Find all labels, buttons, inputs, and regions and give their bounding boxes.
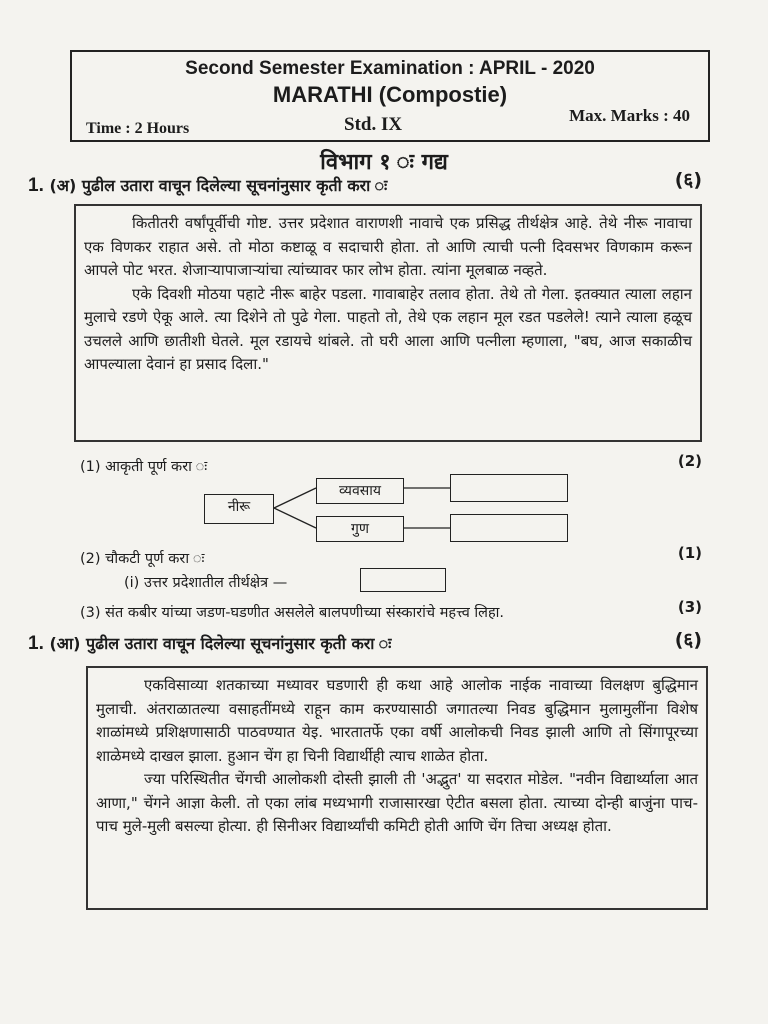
passage-paragraph: एकविसाव्या शतकाच्या मध्यावर घडणारी ही कथा आहे आलोक नाईक नावाच्या विलक्षण बुद्धिमान मुलाची. अंतराळातल्या वसाहतींमध्ये राहून काम करण्यासाठी जगातल्या निवड बुद्धिमान मुलामुलींना विशेष शाळांमध्ये प्रशिक्षणासाठी पाठवण्यात येइ. भारतातर्फे एका वर्षी आलोकची निवड झाली आणि तो सिंगापूरच्या शाळेमध्ये दाखल झाला. हुआन चेंग हा चिनी विद्यार्थीही त्याच शाळेत होता. [96,676,698,765]
question-1a-heading [28,174,387,197]
subject-title: MARATHI (Compostie) [272,82,508,107]
sub-question-1: (1) आकृती पूर्ण करा ः [80,459,208,475]
section-title: विभाग १ ः गद्य [320,150,448,175]
max-marks: Max. Marks : 40 [569,106,690,125]
diagram-answer-box-top [450,474,568,502]
sub-question-1-marks: (2) [677,452,702,470]
question-1b-heading [28,632,391,655]
sub-question-2-item: (i) उत्तर प्रदेशातील तीर्थक्षेत्र — [124,575,288,591]
question-label: (अ) पुढील उतारा वाचून दिलेल्या सूचनांनुसार कृती करा ः [49,176,388,195]
sub-question-3-marks: (3) [677,598,702,616]
passage-1b [86,666,708,910]
exam-header [70,50,710,142]
exam-title: Second Semester Examination : APRIL - 2020 [185,58,595,79]
passage-paragraph: कितीतरी वर्षांपूर्वीची गोष्ट. उत्तर प्रदेशात वाराणशी नावाचे एक प्रसिद्ध तीर्थक्षेत्र आहे. तेथे नीरू नावाचा एक विणकर राहात असे. तो मोठा कष्टाळू व सदाचारी होता. तो आणि त्याची पत्नी दिवसभर विणकाम करून आपले पोट भरत. शेजाऱ्यापाजाऱ्यांचा त्यांच्यावर फार लोभ होता. त्यांना मूलबाळ नव्हते. [84,214,692,279]
question-1b-marks: (६) [674,629,702,651]
question-number: 1. [28,175,44,196]
question-1a-marks: (६) [674,169,702,191]
passage-1a [74,204,702,442]
sub-question-2-marks: (1) [677,544,702,562]
diagram-branch-bottom: गुण [316,516,404,542]
diagram-center-box: नीरू [204,494,274,524]
exam-time: Time : 2 Hours [86,120,190,137]
sub-question-2: (2) चौकटी पूर्ण करा ः [80,551,205,567]
question-label: (आ) पुढील उतारा वाचून दिलेल्या सूचनांनुसार कृती करा ः [49,634,392,653]
passage-paragraph: ज्या परिस्थितीत चेंगची आलोकशी दोस्ती झाली ती 'अद्भुत' या सदरात मोडेल. "नवीन विद्यार्थ्याला आत आणा," चेंगने आज्ञा केली. तो एका लांब मध्यभागी राजासारखा ऐटीत बसला होता. त्याच्या दोन्ही बाजुंना पाच-पाच मुले-मुली बसल्या होत्या. ही सिनीअर विद्यार्थ्यांची कमिटी होती आणि चेंग तिचा अध्यक्ष होता. [96,770,698,835]
answer-box [360,568,446,592]
question-number: 1. [28,633,44,654]
passage-paragraph: एके दिवशी मोठया पहाटे नीरू बाहेर पडला. गावाबाहेर तलाव होता. तेथे तो गेला. इतक्यात त्याला लहान मुलाचे रडणे ऐकू आले. त्या दिशेने तो पुढे गेला. पाहतो तो, तेथे एक लहान मूल रडत पडलेले! त्याने त्याला हळूच उचलले आणि छातीशी घेतले. मूल रडायचे थांबले. तो घरी आला आणि पत्नीला म्हणाला, "बघ, आज सकाळीच आपल्याला देवानं हा प्रसाद दिला." [84,284,692,373]
exam-standard: Std. IX [344,114,403,135]
sub-question-3: (3) संत कबीर यांच्या जडण-घडणीत असलेले बालपणीच्या संस्कारांचे महत्त्व लिहा. [80,605,505,621]
diagram-branch-top: व्यवसाय [316,478,404,504]
diagram-answer-box-bottom [450,514,568,542]
